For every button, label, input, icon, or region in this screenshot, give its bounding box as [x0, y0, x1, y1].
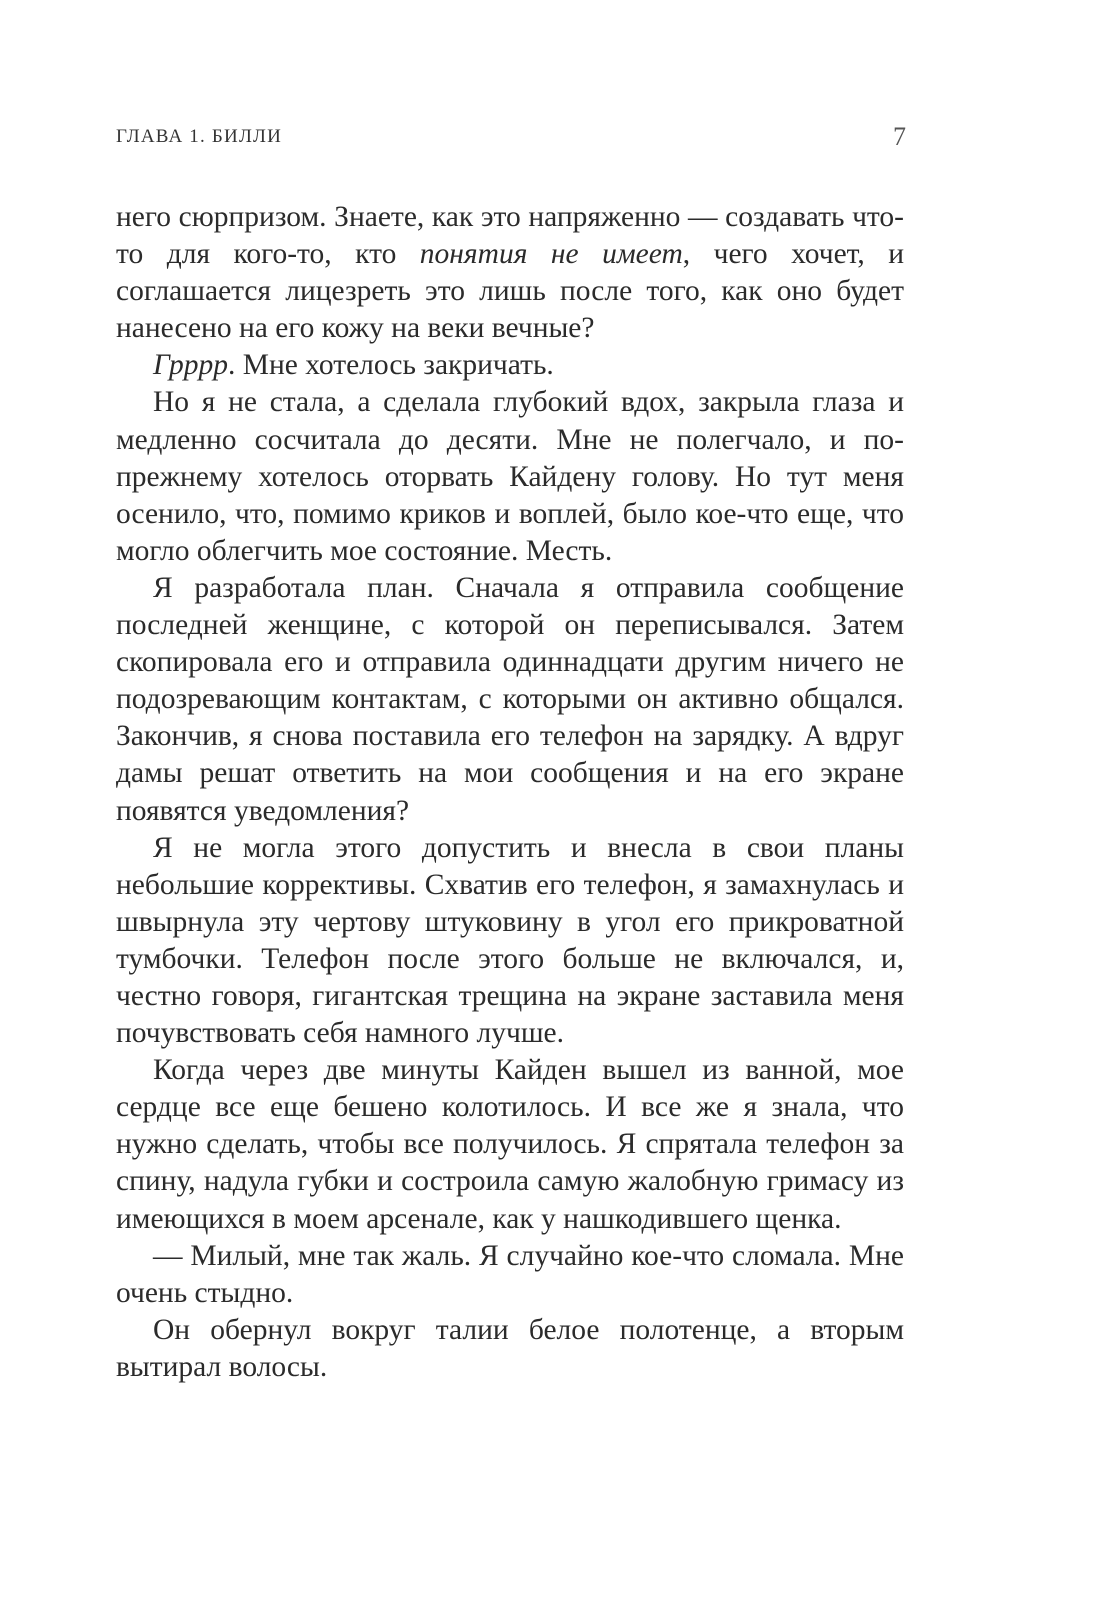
- paragraph: [116, 1312, 904, 1386]
- text-run: , чего хочет, и соглашается лицезреть это лишь после того, как оно будет нанесено на его кожу на веки вечные?: [116, 238, 904, 345]
- text-run: — Милый, мне так жаль. Я случайно кое-что сломала. Мне очень стыдно.: [116, 1239, 904, 1309]
- text-run: . Мне хотелось закричать.: [227, 349, 554, 382]
- page-number: 7: [893, 122, 906, 151]
- text-run: Когда через две минуты Кайден вышел из ванной, мое сердце все еще бешено колотилось. И все же я знала, что нужно сделать, чтобы все получилось. Я спрятала телефон за спину, надула губки и состроила самую жалобную гримасу из имеющихся в моем арсенале, как у нашкодившего щенка.: [116, 1054, 904, 1235]
- text-run: Я не могла этого допустить и внесла в свои планы небольшие коррективы. Схватив его телефон, я замахнулась и швырнула эту чертову штуковину в угол его прикроватной тумбочки. Телефон после этого больше не включался, и, честно говоря, гигантская трещина на экране заставила меня почувствовать себя намного лучше.: [116, 831, 904, 1050]
- body-text: [116, 199, 904, 1386]
- text-run: Он обернул вокруг талии белое полотенце, а вторым вытирал волосы.: [116, 1313, 904, 1383]
- paragraph: [116, 1052, 904, 1237]
- running-head: [116, 122, 904, 152]
- italic-text-run: понятия не имеет: [419, 238, 683, 271]
- italic-text-run: Грррр: [153, 349, 228, 382]
- paragraph: [116, 347, 904, 384]
- paragraph: [116, 570, 904, 830]
- dialogue-paragraph: [116, 1238, 904, 1312]
- paragraph: [116, 199, 904, 347]
- paragraph: [116, 830, 904, 1053]
- paragraph: [116, 384, 904, 569]
- text-run: него сюрпризом. Знаете, как это напряженно — создавать что-то для кого-то, кто: [116, 201, 904, 271]
- text-run: Но я не стала, а сделала глубокий вдох, закрыла глаза и медленно сосчитала до десяти. Мне не полегчало, и по-прежнему хотелось оторвать Кайдену голову. Но тут меня осенило, что, помимо криков и воплей, было кое-что еще, что могло облегчить мое состояние. Месть.: [116, 386, 904, 567]
- text-run: Я разработала план. Сначала я отправила сообщение последней женщине, с которой он переписывался. Затем скопировала его и отправила одиннадцати другим ничего не подозревающим контактам, с которыми он активно общался. Закончив, я снова поставила его телефон на зарядку. А вдруг дамы решат ответить на мои сообщения и на его экране появятся уведомления?: [116, 571, 904, 827]
- chapter-title: ГЛАВА 1. БИЛЛИ: [116, 126, 283, 147]
